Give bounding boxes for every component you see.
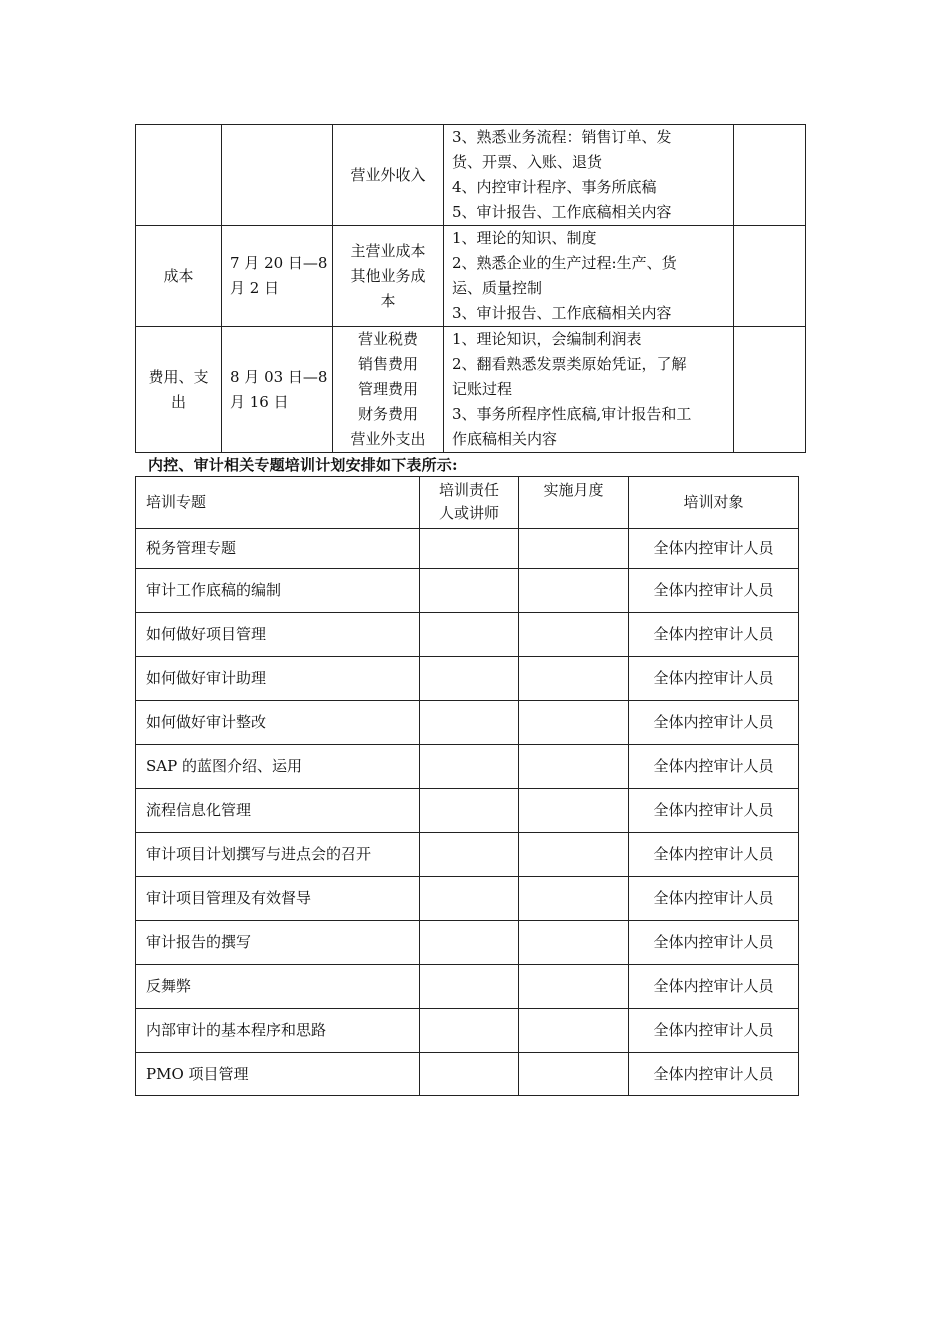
accounts-cell: 营业外收入: [333, 125, 444, 226]
month-cell: [519, 789, 629, 833]
target-cell: 全体内控审计人员: [629, 877, 799, 921]
schedule-row-expenses: [136, 327, 806, 453]
training-row: [136, 529, 799, 569]
month-cell: [519, 613, 629, 657]
lecturer-cell: [420, 745, 519, 789]
training-row: [136, 789, 799, 833]
content-cell: [444, 125, 734, 226]
month-cell: [519, 657, 629, 701]
note-cell: [734, 327, 806, 453]
lecturer-cell: [420, 529, 519, 569]
target-cell: 全体内控审计人员: [629, 1009, 799, 1053]
month-cell: [519, 833, 629, 877]
content-line: 2、翻看熟悉发票类原始凭证，了解: [452, 355, 687, 373]
category-cell: 成本: [136, 226, 222, 327]
target-cell: 全体内控审计人员: [629, 745, 799, 789]
schedule-table: [135, 124, 806, 453]
training-row: [136, 745, 799, 789]
content-line: 5、审计报告、工作底稿相关内容: [452, 203, 672, 221]
topic-cell: SAP 的蓝图介绍、运用: [136, 745, 420, 789]
header-topic: 培训专题: [136, 477, 420, 529]
topic-cell: 审计报告的撰写: [136, 921, 420, 965]
content-line: 3、事务所程序性底稿,审计报告和工: [452, 405, 692, 423]
month-cell: [519, 877, 629, 921]
training-row: [136, 965, 799, 1009]
month-cell: [519, 921, 629, 965]
topic-cell: 内部审计的基本程序和思路: [136, 1009, 420, 1053]
topic-cell: 如何做好审计助理: [136, 657, 420, 701]
month-cell: [519, 745, 629, 789]
lecturer-cell: [420, 1053, 519, 1096]
content-line: 货、开票、入账、退货: [452, 153, 603, 171]
period-line: 8 月 03 日—8: [230, 367, 328, 386]
category-cell: [136, 125, 222, 226]
topic-cell: PMO 项目管理: [136, 1053, 420, 1096]
category-line: 出: [170, 392, 186, 411]
header-lecturer-line: 培训责任: [438, 481, 499, 499]
header-month: 实施月度: [519, 477, 629, 529]
month-cell: [519, 1053, 629, 1096]
target-cell: 全体内控审计人员: [629, 789, 799, 833]
content-line: 1、理论的知识、制度: [452, 229, 597, 247]
target-cell: 全体内控审计人员: [629, 921, 799, 965]
target-cell: 全体内控审计人员: [629, 569, 799, 613]
schedule-row-other-income: [136, 125, 806, 226]
period-line: 7 月 20 日—8: [230, 254, 328, 272]
category-cell: [136, 327, 222, 453]
topic-cell: 流程信息化管理: [136, 789, 420, 833]
training-row: [136, 701, 799, 745]
content-line: 3、熟悉业务流程：销售订单、发: [452, 128, 672, 146]
section-heading: 内控、审计相关专题培训计划安排如下表所示:: [148, 456, 458, 474]
account-line: 销售费用: [357, 355, 418, 373]
target-cell: 全体内控审计人员: [629, 965, 799, 1009]
accounts-cell: [333, 327, 444, 453]
target-cell: 全体内控审计人员: [629, 1053, 799, 1096]
training-row: [136, 833, 799, 877]
accounts-cell: [333, 226, 444, 327]
lecturer-cell: [420, 569, 519, 613]
lecturer-cell: [420, 1009, 519, 1053]
lecturer-cell: [420, 701, 519, 745]
period-line: 月 16 日: [230, 392, 289, 411]
account-line: 营业税费: [357, 330, 418, 348]
period-cell: [222, 125, 333, 226]
lecturer-cell: [420, 657, 519, 701]
topic-cell: 税务管理专题: [136, 529, 420, 569]
training-table: [135, 476, 799, 1096]
content-cell: [444, 327, 734, 453]
month-cell: [519, 1009, 629, 1053]
training-row: [136, 1009, 799, 1053]
month-cell: [519, 569, 629, 613]
account-line: 管理费用: [357, 380, 418, 398]
account-line: 其他业务成: [350, 266, 426, 285]
period-line: 月 2 日: [230, 279, 280, 297]
period-cell: [222, 327, 333, 453]
content-line: 运、质量控制: [452, 279, 543, 297]
topic-cell: 反舞弊: [136, 965, 420, 1009]
training-row: [136, 921, 799, 965]
content-line: 记账过程: [452, 380, 513, 398]
header-lecturer-line: 人或讲师: [438, 504, 499, 522]
topic-cell: 审计项目管理及有效督导: [136, 877, 420, 921]
account-line: 营业外支出: [350, 430, 426, 448]
account-line: 本: [380, 291, 396, 310]
schedule-row-cost: [136, 226, 806, 327]
training-row: [136, 613, 799, 657]
account-line: 财务费用: [357, 405, 418, 423]
lecturer-cell: [420, 921, 519, 965]
month-cell: [519, 965, 629, 1009]
target-cell: 全体内控审计人员: [629, 701, 799, 745]
content-line: 2、熟悉企业的生产过程:生产、货: [452, 254, 677, 272]
training-body: [136, 529, 799, 1096]
target-cell: 全体内控审计人员: [629, 833, 799, 877]
lecturer-cell: [420, 877, 519, 921]
note-cell: [734, 125, 806, 226]
topic-cell: 如何做好审计整改: [136, 701, 420, 745]
topic-cell: 如何做好项目管理: [136, 613, 420, 657]
topic-cell: 审计项目计划撰写与进点会的召开: [136, 833, 420, 877]
training-row: [136, 877, 799, 921]
lecturer-cell: [420, 613, 519, 657]
training-row: [136, 657, 799, 701]
content-line: 作底稿相关内容: [452, 430, 558, 448]
header-target: 培训对象: [629, 477, 799, 529]
target-cell: 全体内控审计人员: [629, 613, 799, 657]
content-cell: [444, 226, 734, 327]
training-row: [136, 1053, 799, 1096]
topic-cell: 审计工作底稿的编制: [136, 569, 420, 613]
account-line: 主营业成本: [350, 241, 426, 260]
training-row: [136, 569, 799, 613]
header-lecturer: [420, 477, 519, 529]
period-cell: [222, 226, 333, 327]
note-cell: [734, 226, 806, 327]
target-cell: 全体内控审计人员: [629, 657, 799, 701]
lecturer-cell: [420, 965, 519, 1009]
content-line: 3、审计报告、工作底稿相关内容: [452, 304, 672, 322]
content-line: 1、理论知识，会编制利润表: [452, 330, 642, 348]
month-cell: [519, 529, 629, 569]
category-line: 费用、支: [148, 367, 209, 386]
month-cell: [519, 701, 629, 745]
training-header-row: [136, 477, 799, 529]
lecturer-cell: [420, 789, 519, 833]
lecturer-cell: [420, 833, 519, 877]
content-line: 4、内控审计程序、事务所底稿: [452, 178, 657, 196]
target-cell: 全体内控审计人员: [629, 529, 799, 569]
